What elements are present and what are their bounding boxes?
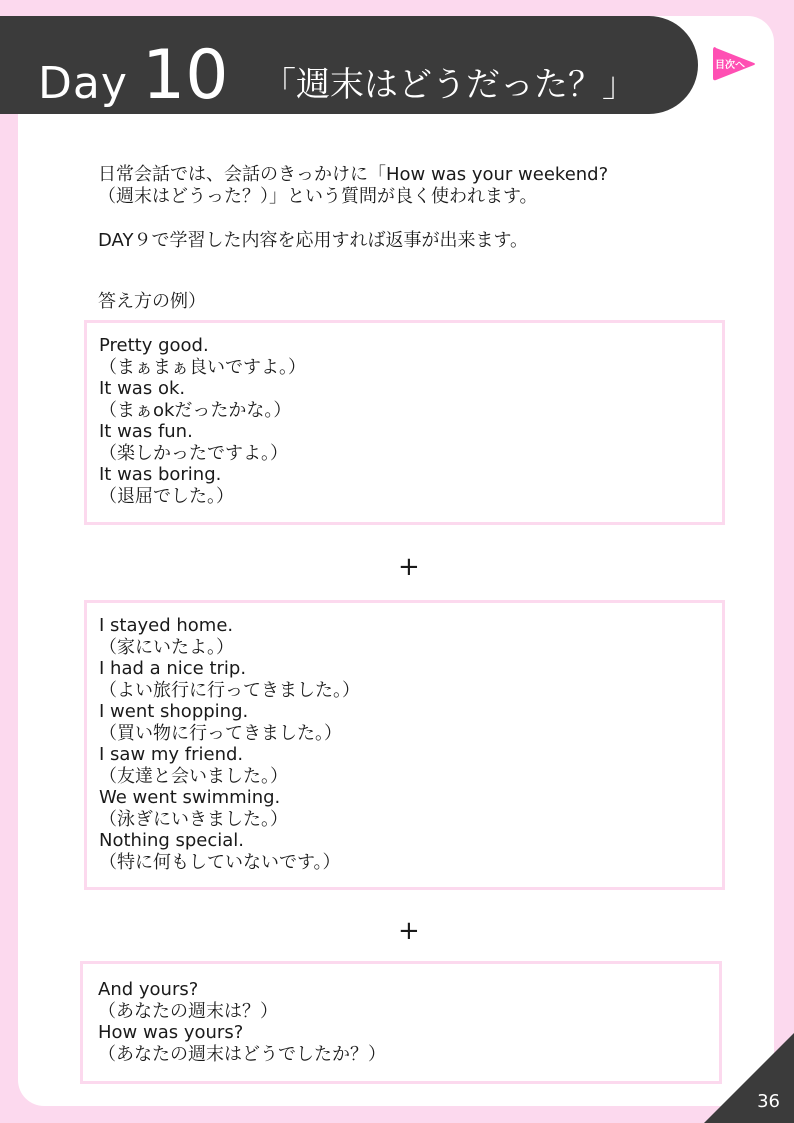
- impression-phrases-list: [99, 335, 306, 507]
- phrase-line: I saw my friend.: [99, 744, 244, 765]
- answer-box-activities: [84, 600, 725, 890]
- lesson-title: 「週末はどうだった？」: [262, 65, 636, 105]
- phrase-line: And yours?: [98, 979, 199, 1000]
- phrase-line: （まぁまぁ良いですよ。）: [99, 356, 306, 378]
- table-of-contents-label: 目次へ: [715, 60, 745, 71]
- phrase-line: （楽しかったですよ。）: [99, 442, 288, 464]
- phrase-line: （泳ぎにいきました。）: [99, 808, 288, 830]
- return-question-list: [98, 979, 386, 1065]
- phrase-line: I went shopping.: [99, 701, 249, 722]
- day-label: Day: [38, 58, 128, 109]
- day-number: 10: [142, 36, 229, 115]
- answer-box-return-question: [80, 961, 722, 1084]
- intro-line-2: （週末はどうった？）」という質問が良く使われます。: [98, 186, 538, 207]
- plus-sign: +: [398, 552, 420, 582]
- phrase-line: （特に何もしていないです。）: [99, 851, 341, 873]
- phrase-line: （まぁokだったかな。）: [99, 399, 292, 421]
- intro-line-3: DAY９で学習した内容を応用すれば返事が出来ます。: [98, 230, 529, 251]
- phrase-line: How was yours?: [98, 1022, 244, 1043]
- phrase-line: （家にいたよ。）: [99, 636, 234, 658]
- phrase-line: We went swimming.: [99, 787, 281, 808]
- page-number: 36: [757, 1091, 780, 1112]
- phrase-line: （友達と会いました。）: [99, 765, 288, 787]
- intro-line-1: 日常会話では、会話のきっかけに「How was your weekend?: [98, 164, 609, 185]
- phrase-line: （買い物に行ってきました。）: [99, 722, 342, 744]
- plus-sign: +: [398, 916, 420, 946]
- phrase-line: I had a nice trip.: [99, 658, 247, 679]
- activity-phrases-list: [99, 615, 360, 873]
- phrase-line: Pretty good.: [99, 335, 209, 356]
- phrase-line: It was ok.: [99, 378, 186, 399]
- lesson-header: [0, 16, 698, 114]
- table-of-contents-button[interactable]: [712, 44, 756, 84]
- page-corner-triangle: [704, 1033, 794, 1123]
- phrase-line: （あなたの週末はどうでしたか？）: [98, 1043, 386, 1065]
- phrase-line: I stayed home.: [99, 615, 234, 636]
- phrase-line: It was boring.: [99, 464, 222, 485]
- phrase-line: （よい旅行に行ってきました。）: [99, 679, 360, 701]
- phrase-line: It was fun.: [99, 421, 193, 442]
- examples-label: 答え方の例）: [98, 291, 206, 312]
- phrase-line: （退屈でした。）: [99, 485, 234, 507]
- answer-box-impressions: [84, 320, 725, 525]
- phrase-line: Nothing special.: [99, 830, 245, 851]
- phrase-line: （あなたの週末は？）: [98, 1000, 278, 1022]
